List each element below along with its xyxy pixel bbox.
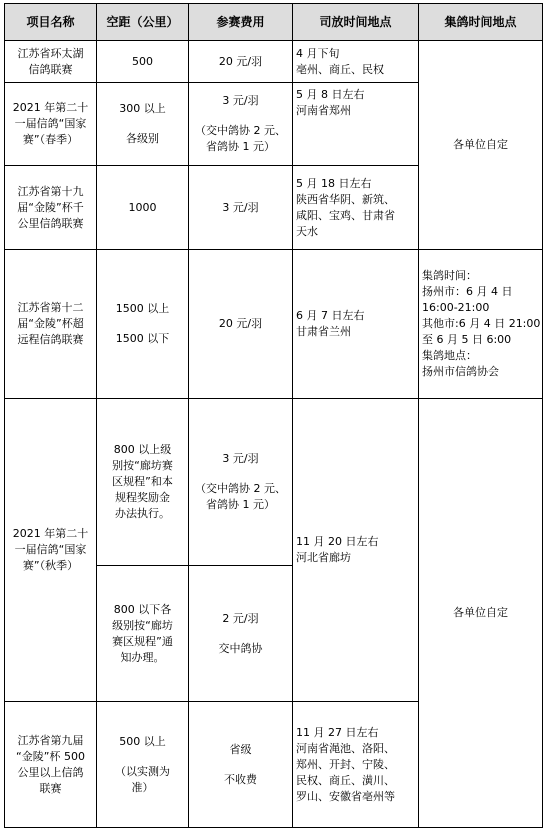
project-name-cell: 江苏省第十二 届“金陵”杯超 远程信鸽联赛 (5, 250, 97, 399)
fee-cell: 20 元/羽 (189, 250, 293, 399)
header-distance: 空距（公里） (97, 4, 189, 41)
distance-cell: 500 (97, 41, 189, 83)
distance-cell: 300 以上 各级别 (97, 83, 189, 166)
release-cell: 11 月 27 日左右 河南省渑池、洛阳、 郑州、开封、宁陵、 民权、商丘、潢川、 罗山、安徽省亳州等 (293, 702, 419, 828)
header-row (5, 4, 543, 41)
fee-cell: 3 元/羽 （交中鸽协 2 元、 省鸽协 1 元） (189, 399, 293, 566)
distance-cell: 800 以上级 别按“廊坊赛 区规程”和本 规程奖励金 办法执行。 (97, 399, 189, 566)
distance-cell: 500 以上 （以实测为 准） (97, 702, 189, 828)
distance-cell: 1000 (97, 166, 189, 250)
race-schedule-table (4, 3, 543, 828)
header-release-time-place: 司放时间地点 (293, 4, 419, 41)
fee-cell: 3 元/羽 (189, 166, 293, 250)
collection-cell-self-decided: 各单位自定 (419, 399, 543, 828)
fee-cell: 2 元/羽 交中鸽协 (189, 566, 293, 702)
fee-cell: 20 元/羽 (189, 41, 293, 83)
table-row (5, 41, 543, 83)
project-name-cell: 江苏省第九届 “金陵”杯 500 公里以上信鸽 联赛 (5, 702, 97, 828)
collection-cell-yangzhou: 集鸽时间： 扬州市：6 月 4 日 16:00-21:00 其他市:6 月 4 日 21:00 至 6 月 5 日 6:00 集鸽地点： 扬州市信鸽协会 (419, 250, 543, 399)
header-entry-fee: 参赛费用 (189, 4, 293, 41)
fee-cell: 省级 不收费 (189, 702, 293, 828)
table-row (5, 399, 543, 566)
header-collection-time-place: 集鸽时间地点 (419, 4, 543, 41)
release-cell: 5 月 8 日左右 河南省郑州 (293, 83, 419, 166)
release-cell: 4 月下旬 亳州、商丘、民权 (293, 41, 419, 83)
project-name-cell: 2021 年第二十 一届信鸽“国家 赛”（春季） (5, 83, 97, 166)
distance-cell: 800 以下各 级别按“廊坊 赛区规程”通 知办理。 (97, 566, 189, 702)
project-name-cell: 江苏省环太湖 信鸽联赛 (5, 41, 97, 83)
project-name-cell: 2021 年第二十 一届信鸽“国家 赛”（秋季） (5, 399, 97, 702)
release-cell: 5 月 18 日左右 陕西省华阴、新筑、 咸阳、宝鸡、甘肃省 天水 (293, 166, 419, 250)
distance-cell: 1500 以上 1500 以下 (97, 250, 189, 399)
project-name-cell: 江苏省第十九 届“金陵”杯千 公里信鸽联赛 (5, 166, 97, 250)
fee-cell: 3 元/羽 （交中鸽协 2 元、 省鸽协 1 元） (189, 83, 293, 166)
release-cell: 11 月 20 日左右 河北省廊坊 (293, 399, 419, 702)
header-project-name: 项目名称 (5, 4, 97, 41)
release-cell: 6 月 7 日左右 甘肃省兰州 (293, 250, 419, 399)
table-row (5, 250, 543, 399)
collection-cell-self-decided: 各单位自定 (419, 41, 543, 250)
